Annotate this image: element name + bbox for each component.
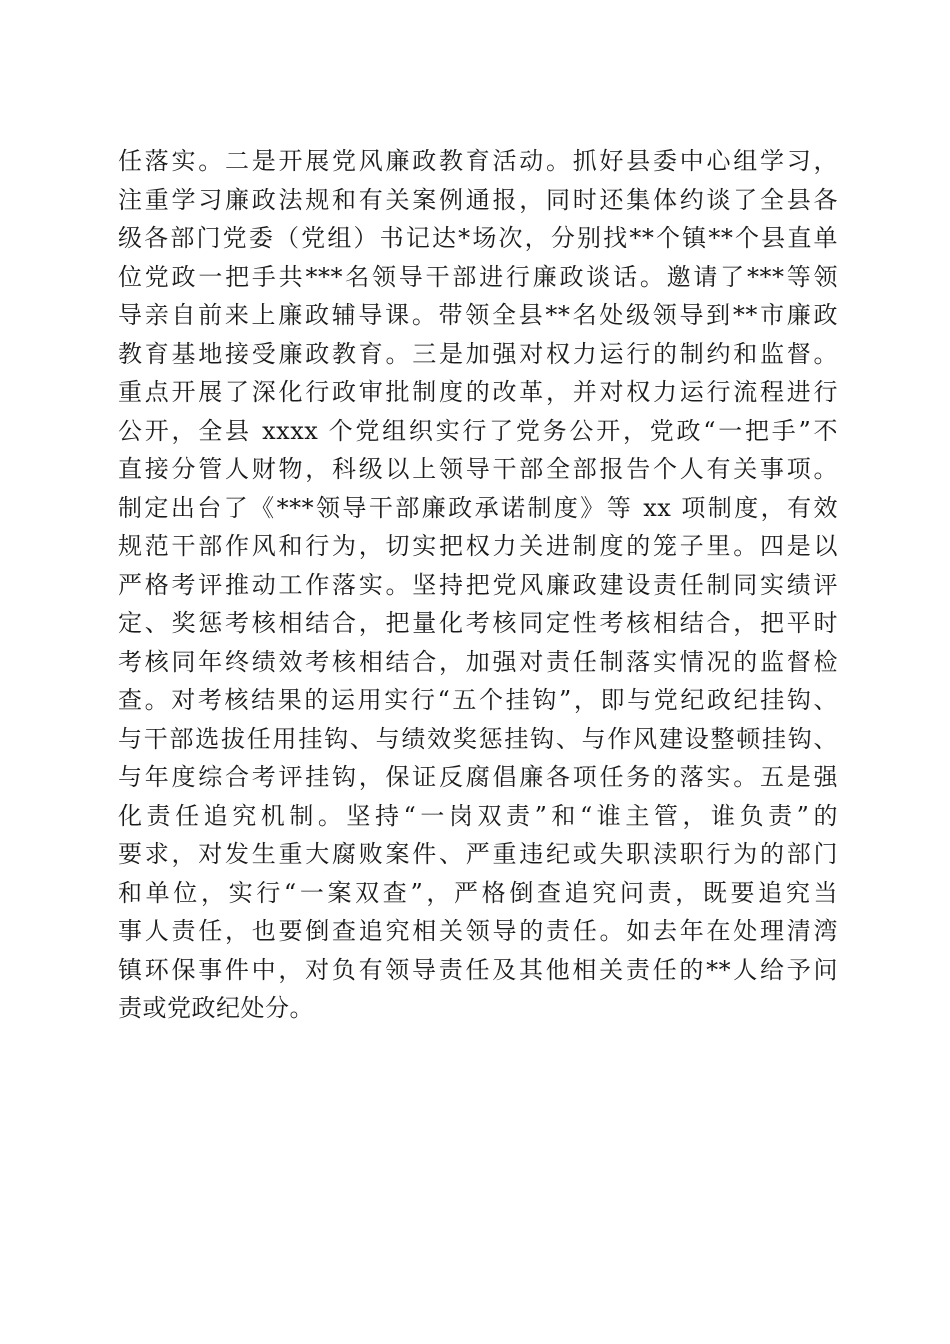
text-line: 镇环保事件中，对负有领导责任及其他相关责任的**人给予问 <box>118 955 838 984</box>
text-line: 任落实。二是开展党风廉政教育活动。抓好县委中心组学习， <box>118 147 838 175</box>
text-line: 级各部门党委（党组）书记达*场次，分别找**个镇**个县直单 <box>118 224 838 252</box>
text-line: 严格考评推动工作落实。坚持把党风廉政建设责任制同实绩评 <box>118 570 838 599</box>
text-line: 公开，全县 xxxx 个党组织实行了党务公开，党政“一把手”不 <box>118 416 838 445</box>
text-line: 规范干部作风和行为，切实把权力关进制度的笼子里。四是以 <box>118 532 838 560</box>
text-line: 导亲自前来上廉政辅导课。带领全县**名处级领导到**市廉政 <box>118 301 838 329</box>
text-line: 考核同年终绩效考核相结合，加强对责任制落实情况的监督检 <box>118 647 838 676</box>
text-line: 和单位，实行“一案双查”，严格倒查追究问责，既要追究当 <box>118 878 838 907</box>
text-line: 注重学习廉政法规和有关案例通报，同时还集体约谈了全县各 <box>118 185 838 214</box>
text-line: 位党政一把手共***名领导干部进行廉政谈话。邀请了***等领 <box>118 262 838 291</box>
text-line: 与干部选拔任用挂钩、与绩效奖惩挂钩、与作风建设整顿挂钩、 <box>118 724 838 753</box>
text-line: 事人责任，也要倒查追究相关领导的责任。如去年在处理清湾 <box>118 917 838 945</box>
text-line: 与年度综合考评挂钩，保证反腐倡廉各项任务的落实。五是强 <box>118 763 838 791</box>
text-line: 重点开展了深化行政审批制度的改革，并对权力运行流程进行 <box>118 378 838 406</box>
text-line: 查。对考核结果的运用实行“五个挂钩”，即与党纪政纪挂钩、 <box>118 686 838 714</box>
text-line: 制定出台了《***领导干部廉政承诺制度》等 xx 项制度，有效 <box>118 493 838 522</box>
text-line: 直接分管人财物，科级以上领导干部全部报告个人有关事项。 <box>118 455 838 483</box>
text-line: 责或党政纪处分。 <box>118 994 314 1022</box>
text-line: 要求，对发生重大腐败案件、严重违纪或失职渎职行为的部门 <box>118 840 838 868</box>
text-line: 化责任追究机制。坚持“一岗双责”和“谁主管，谁负责”的 <box>118 801 838 830</box>
text-line: 定、奖惩考核相结合，把量化考核同定性考核相结合，把平时 <box>118 609 838 637</box>
text-line: 教育基地接受廉政教育。三是加强对权力运行的制约和监督。 <box>118 339 838 368</box>
body-paragraph <box>118 142 838 1028</box>
